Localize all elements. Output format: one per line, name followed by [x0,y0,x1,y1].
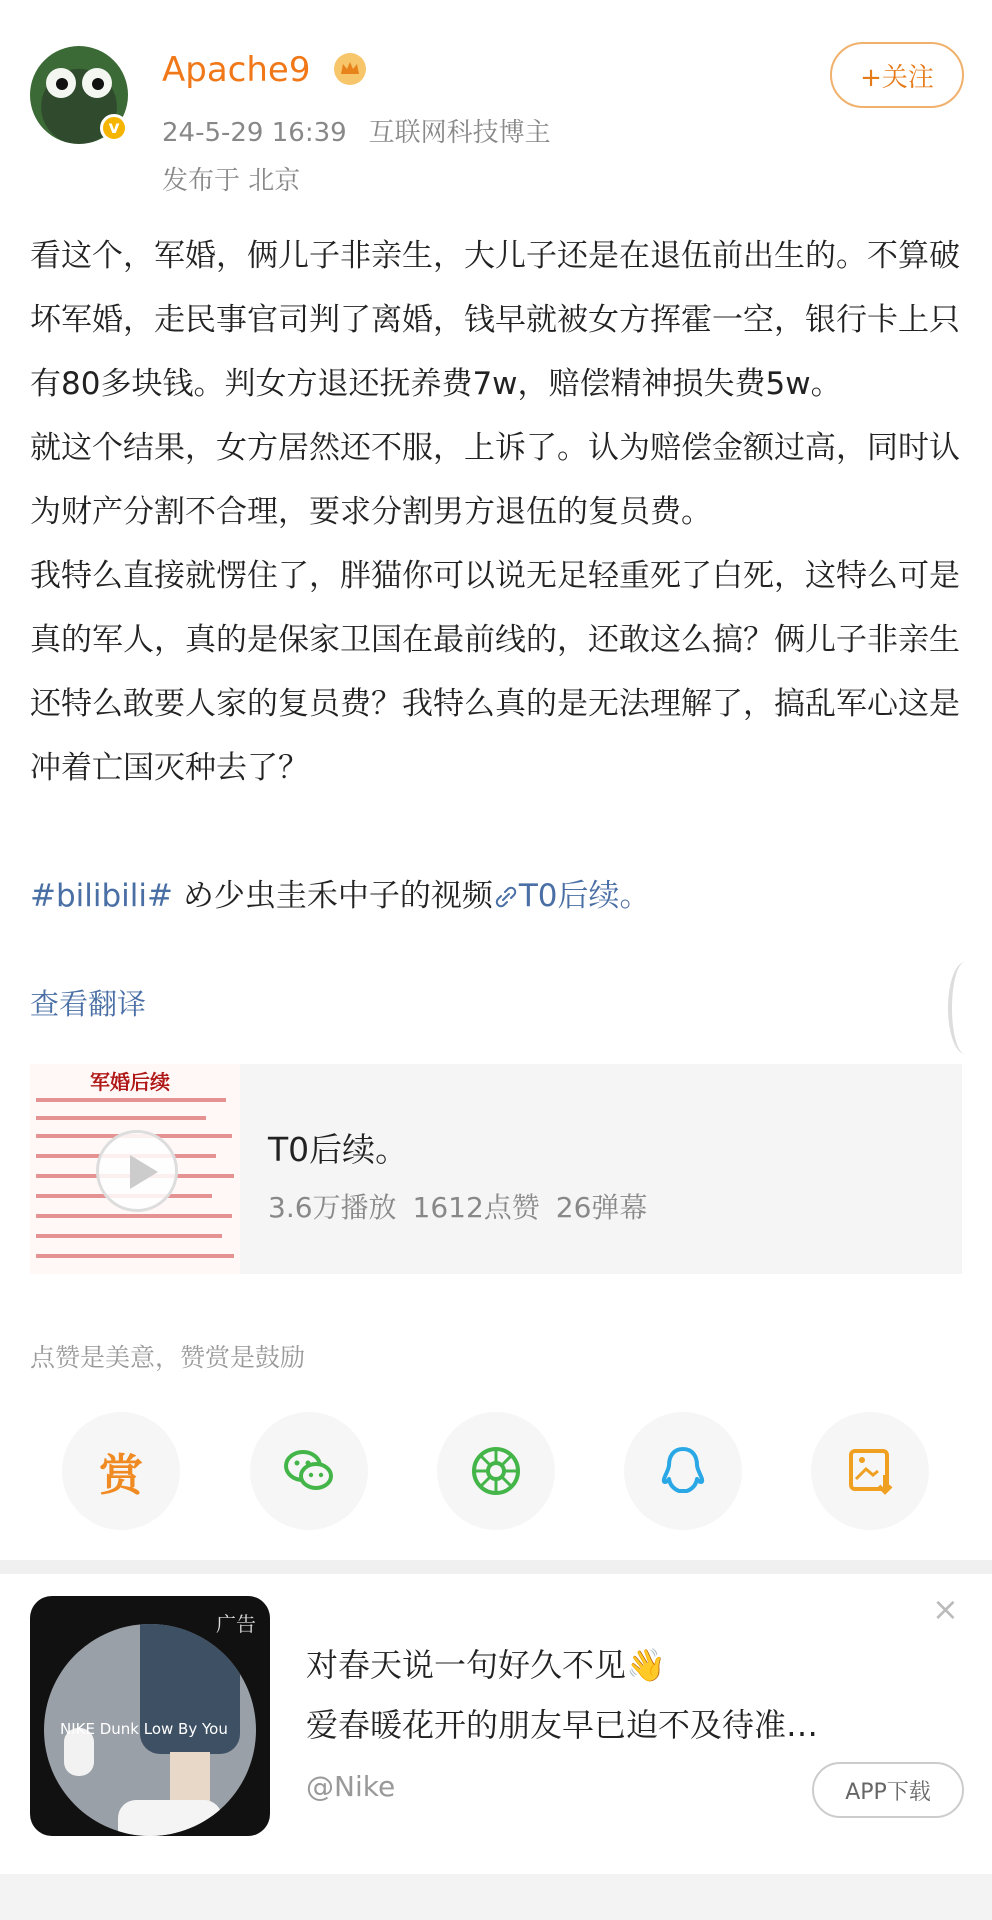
danmaku-count: 26弹幕 [555,1191,648,1224]
spacer [30,800,960,864]
section-divider [0,1560,992,1574]
ad-overlay-text: NIKE Dunk Low By You [60,1720,228,1738]
post-body [30,224,960,928]
avatar-eye-right [82,68,112,98]
post-source-line [30,864,960,928]
like-count: 1612点赞 [412,1191,540,1224]
thumbnail-title: 军婚后续 [90,1070,170,1094]
play-icon[interactable] [96,1130,178,1212]
crown-icon [333,52,367,86]
thumb-text-line [36,1234,222,1238]
share-moments-button[interactable] [437,1412,555,1530]
post-paragraph-1: 看这个，军婚，俩儿子非亲生，大儿子还是在退伍前出生的。不算破坏军婚，走民事官司判了离婚，钱早就被女方挥霍一空，银行卡上只有80多块钱。判女方退还抚养费7w，赔偿精神损失费5w。 [30,238,960,402]
ad-image[interactable] [30,1596,270,1836]
reward-button[interactable] [62,1412,180,1530]
ad-advertiser[interactable]: @Nike [306,1770,396,1803]
save-image-button[interactable] [811,1412,929,1530]
video-link-text: T0后续。 [518,878,651,914]
follow-button[interactable]: +关注 [830,42,964,108]
reward-tip: 点赞是美意，赞赏是鼓励 [30,1343,306,1372]
thumb-text-line [36,1116,206,1120]
app-download-button[interactable]: APP下载 [812,1762,964,1818]
thumb-text-line [36,1098,226,1102]
post-meta [162,112,573,149]
bottom-band [0,1874,992,1920]
video-link[interactable] [493,878,651,914]
source-text: め少虫圭禾中子的视频 [172,878,493,914]
thumb-text-line [36,1254,234,1258]
username[interactable]: Apache9 [162,50,311,90]
post-location: 发布于 北京 [162,166,301,196]
share-wechat-button[interactable] [250,1412,368,1530]
post-date: 24-5-29 16:39 [162,118,347,148]
verified-badge-icon: v [100,114,128,142]
video-title[interactable]: T0后续。 [268,1130,409,1169]
translate-link[interactable]: 查看翻译 [30,987,147,1021]
reward-icon: 赏 [99,1450,143,1501]
qq-icon [653,1441,713,1501]
ad-close-icon[interactable]: × [932,1590,959,1628]
moments-icon [466,1441,526,1501]
post-paragraph-3: 我特么直接就愣住了，胖猫你可以说无足轻重死了白死，这特么可是真的军人，真的是保家卫国在最前线的，还敢这么搞？俩儿子非亲生还特么敢要人家的复员费？我特么真的是无法理解了，搞乱军心这是冲着亡国灭种去了？ [30,558,960,786]
hashtag-link[interactable]: #bilibili# [30,878,173,914]
link-icon [493,884,519,910]
save-image-icon [840,1441,900,1501]
play-count: 3.6万播放 [268,1191,397,1224]
wechat-icon [279,1441,339,1501]
share-qq-button[interactable] [624,1412,742,1530]
video-thumbnail[interactable] [30,1064,240,1274]
ad-headline[interactable]: 对春天说一句好久不见👋 [306,1646,666,1684]
side-drag-handle[interactable] [948,962,982,1054]
thumb-text-line [36,1214,232,1218]
video-card[interactable] [30,1064,962,1274]
post-paragraph-2: 就这个结果，女方居然还不服，上诉了。认为赔偿金额过高，同时认为财产分割不合理，要求分割男方退伍的复员费。 [30,430,960,530]
video-stats [268,1186,663,1226]
ad-description[interactable]: 爱春暖花开的朋友早已迫不及待准… [306,1706,819,1744]
author-tag: 互联网科技博主 [368,118,551,148]
sneaker-image [118,1800,222,1836]
avatar-eye-left [46,68,76,98]
ad-label: 广告 [216,1612,256,1636]
